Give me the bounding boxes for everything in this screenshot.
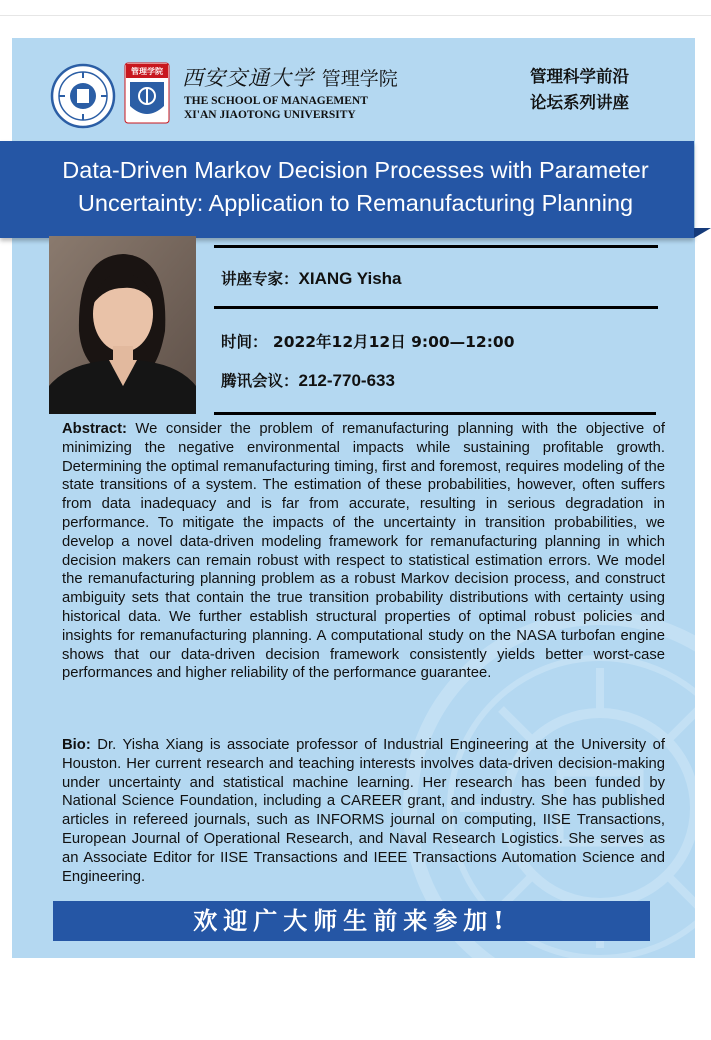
info-bar-bottom [214,412,656,415]
abstract-label: Abstract: [62,421,127,437]
time-line [221,330,515,352]
school-name-cn: 管理学院 [321,68,398,90]
school-name-en-line1: THE SCHOOL OF MANAGEMENT [184,95,368,107]
bio-paragraph [62,736,665,886]
forum-line-2: 论坛系列讲座 [530,93,629,112]
speaker-label: 讲座专家： [221,270,299,288]
time-label: 时间： [221,333,268,351]
meeting-line [221,369,395,391]
bio-text: Dr. Yisha Xiang is associate professor of Industrial Engineering at the University of Houston. Her current research and teaching interests involves data-driven decision-making under uncertainty and statistical machine learning. Her research has been funded by National Science Foundation, including a CAREER grant, and industry. She has published articles in refereed journals, such as INFORMS journal on computing, IISE Transactions, European Journal of Operational Research, and Naval Research Logistics. She serves as an Associate Editor for IISE Transactions and IEEE Transactions Automation Science and Engineering. [62,737,665,885]
lecture-title-line-1: Data-Driven Markov Decision Processes with Parameter [62,157,649,183]
xjtu-seal-logo [50,63,116,129]
abstract-paragraph [62,420,665,683]
school-name-en-line2: XI'AN JIAOTONG UNIVERSITY [184,109,356,121]
speaker-photo [49,236,196,414]
bio-label: Bio: [62,737,91,753]
meeting-id: 212-770-633 [298,371,395,390]
lecture-title-line-2: Uncertainty: Application to Remanufacturing Planning [77,190,634,216]
title-banner-fold [694,228,711,238]
info-bar-top [214,245,658,248]
top-divider [0,15,711,16]
university-name-cn: 西安交通大学 [182,66,314,90]
university-calligraphy-title [182,62,398,92]
forum-line-1: 管理科学前沿 [530,67,629,86]
welcome-text: 欢迎广大师生前来参加! [193,906,510,935]
info-bar-middle [214,306,658,309]
speaker-line [221,267,402,289]
forum-series-label [530,64,629,116]
meeting-label: 腾讯会议： [221,372,299,390]
speaker-name: XIANG Yisha [298,269,402,288]
time-value: 2022年12月12日 9:00—12:00 [272,333,515,351]
abstract-text: We consider the problem of remanufacturing planning with the objective of minimizing the negative environmental impacts while sustaining profitable growth. Determining the optimal remanufacturing timing, first and foremost, requires modeling of the state transitions of a system. The estimation of these probabilities, however, often suffers from data inadequacy and is far from accurate, resulting in serious degradation in performance. To mitigate the impacts of the uncertainty in transition probabilities, we develop a novel data-driven modeling framework for remanufacturing planning in which decision makers can remain robust with respect to statistical estimation errors. We model the remanufacturing planning problem as a robust Markov decision process, and construct ambiguity sets that contain the true transition probability distributions with certainty using historical data. We further establish structural properties of optimal robust policies and insights for remanufacturing planning. A computational study on the NASA turbofan engine shows that our data-driven decision framework consistently yields better worst-case performances and higher reliability of the performance guarantee. [62,421,665,682]
logo-caption: 管理学院 [131,67,163,76]
